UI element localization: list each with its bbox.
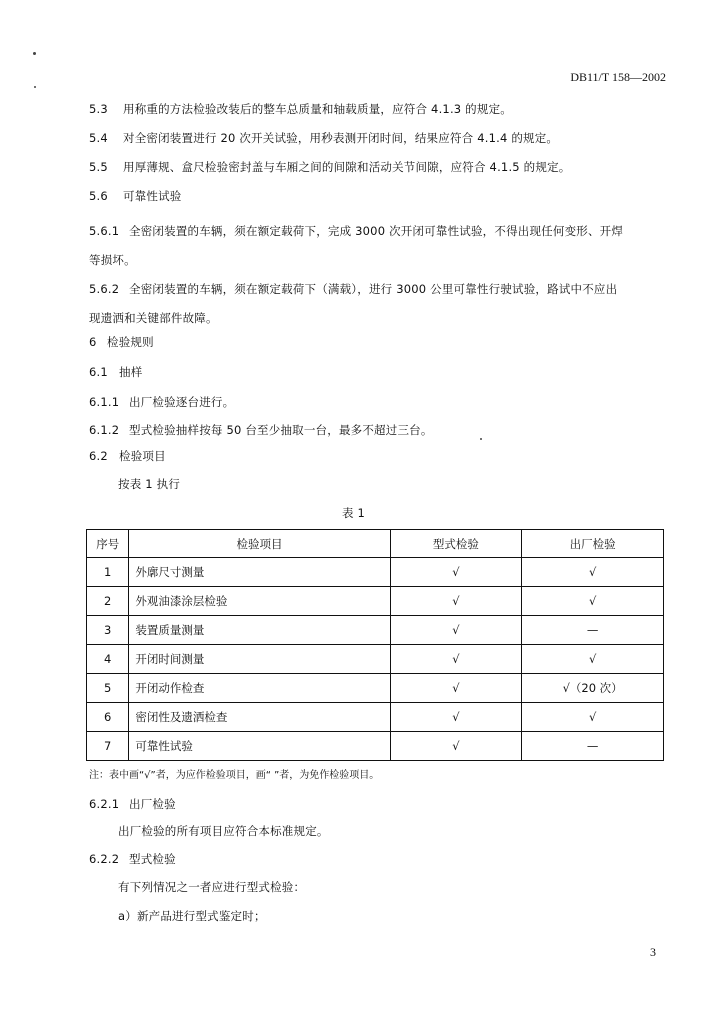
table-row xyxy=(87,587,664,616)
header-cell-factory-test: 出厂检验 xyxy=(522,530,664,558)
clause-5-3 xyxy=(89,101,512,117)
cell-item: 外廓尺寸测量 xyxy=(129,558,390,587)
table-row xyxy=(87,558,664,587)
cell-no: 6 xyxy=(87,703,129,732)
table-row xyxy=(87,674,664,703)
table-caption: 表 1 xyxy=(342,506,366,520)
clause-number: 6.2 xyxy=(89,449,108,463)
header-cell-no: 序号 xyxy=(87,530,129,558)
clause-number: 5.3 xyxy=(89,102,108,116)
cell-item: 装置质量测量 xyxy=(129,616,390,645)
cell-item: 可靠性试验 xyxy=(129,732,390,761)
table-note: 注：表中画“√”者，为应作检验项目，画“ ”者，为免作检验项目。 xyxy=(89,770,380,781)
cell-no: 5 xyxy=(87,674,129,703)
clause-text: 用厚薄规、盒尺检验密封盖与车厢之间的间隙和活动关节间隙，应符合 4.1.5 的规定。 xyxy=(123,160,571,174)
clause-5-6-2-cont: 现遗洒和关键部件故障。 xyxy=(89,311,218,325)
clause-6-2 xyxy=(89,448,166,464)
standard-code: DB11/T 158—2002 xyxy=(570,70,666,84)
list-item-a: a）新产品进行型式鉴定时； xyxy=(118,909,266,923)
cell-factory-test: √ xyxy=(522,645,664,674)
page-number: 3 xyxy=(650,945,656,959)
clause-5-4 xyxy=(89,130,558,146)
clause-number: 5.6 xyxy=(89,189,108,203)
clause-text: 型式检验 xyxy=(129,852,176,866)
cell-type-test: √ xyxy=(390,616,522,645)
cell-no: 3 xyxy=(87,616,129,645)
cell-no: 4 xyxy=(87,645,129,674)
header-cell-item: 检验项目 xyxy=(129,530,390,558)
section-number: 6 xyxy=(89,335,97,349)
cell-factory-test: √（20 次） xyxy=(522,674,664,703)
clause-text: 型式检验抽样按每 50 台至少抽取一台，最多不超过三台。 xyxy=(129,423,433,437)
section-6-heading xyxy=(89,334,154,350)
inspection-items-table xyxy=(86,529,664,761)
clause-text: 对全密闭装置进行 20 次开关试验，用秒表测开闭时间，结果应符合 4.1.4 的规定。 xyxy=(123,131,559,145)
clause-number: 6.1.1 xyxy=(89,395,120,409)
cell-item: 外观油漆涂层检验 xyxy=(129,587,390,616)
clause-number: 6.1.2 xyxy=(89,423,120,437)
cell-type-test: √ xyxy=(390,732,522,761)
table-row xyxy=(87,703,664,732)
cell-factory-test: — xyxy=(522,732,664,761)
clause-number: 6.1 xyxy=(89,365,108,379)
clause-5-6-2 xyxy=(89,281,617,297)
table-row xyxy=(87,732,664,761)
header-cell-type-test: 型式检验 xyxy=(390,530,522,558)
cell-type-test: √ xyxy=(390,587,522,616)
table-header-row xyxy=(87,530,664,558)
clause-5-6 xyxy=(89,188,182,204)
clause-text: 抽样 xyxy=(119,365,143,379)
clause-number: 6.2.1 xyxy=(89,797,120,811)
table-reference-text: 按表 1 执行 xyxy=(118,477,181,491)
clause-6-2-1 xyxy=(89,796,176,812)
clause-text: 可靠性试验 xyxy=(123,189,182,203)
cell-type-test: √ xyxy=(390,703,522,732)
section-title: 检验规则 xyxy=(107,335,154,349)
clause-5-6-1-cont: 等损坏。 xyxy=(89,253,136,267)
clause-text: 全密闭装置的车辆，须在额定载荷下，完成 3000 次开闭可靠性试验，不得出现任何变形、开焊 xyxy=(129,224,624,238)
cell-factory-test: √ xyxy=(522,587,664,616)
cell-no: 1 xyxy=(87,558,129,587)
clause-6-1-2 xyxy=(89,422,433,438)
clause-6-1-1 xyxy=(89,394,234,410)
clause-number: 5.6.1 xyxy=(89,224,120,238)
cell-no: 7 xyxy=(87,732,129,761)
table-row xyxy=(87,616,664,645)
clause-5-5 xyxy=(89,159,570,175)
table-row xyxy=(87,645,664,674)
clause-6-2-2-body: 有下列情况之一者应进行型式检验： xyxy=(118,880,306,894)
cell-type-test: √ xyxy=(390,558,522,587)
cell-factory-test: — xyxy=(522,616,664,645)
clause-text: 出厂检验 xyxy=(129,797,176,811)
clause-number: 6.2.2 xyxy=(89,852,120,866)
cell-type-test: √ xyxy=(390,645,522,674)
clause-6-2-1-body: 出厂检验的所有项目应符合本标准规定。 xyxy=(118,824,329,838)
clause-number: 5.4 xyxy=(89,131,108,145)
clause-6-1 xyxy=(89,364,142,380)
clause-text: 全密闭装置的车辆，须在额定载荷下（满载），进行 3000 公里可靠性行驶试验，路试中不应出 xyxy=(129,282,618,296)
cell-item: 密闭性及遗洒检查 xyxy=(129,703,390,732)
clause-6-2-2 xyxy=(89,851,176,867)
scan-speck xyxy=(34,86,36,88)
cell-item: 开闭动作检查 xyxy=(129,674,390,703)
clause-5-6-1 xyxy=(89,223,623,239)
clause-number: 5.6.2 xyxy=(89,282,120,296)
clause-text: 出厂检验逐台进行。 xyxy=(129,395,235,409)
cell-type-test: √ xyxy=(390,674,522,703)
cell-factory-test: √ xyxy=(522,703,664,732)
cell-item: 开闭时间测量 xyxy=(129,645,390,674)
clause-number: 5.5 xyxy=(89,160,108,174)
cell-factory-test: √ xyxy=(522,558,664,587)
clause-text: 检验项目 xyxy=(119,449,166,463)
clause-text: 用称重的方法检验改装后的整车总质量和轴载质量，应符合 4.1.3 的规定。 xyxy=(123,102,512,116)
scan-speck xyxy=(480,438,482,440)
scan-speck xyxy=(33,52,36,55)
cell-no: 2 xyxy=(87,587,129,616)
